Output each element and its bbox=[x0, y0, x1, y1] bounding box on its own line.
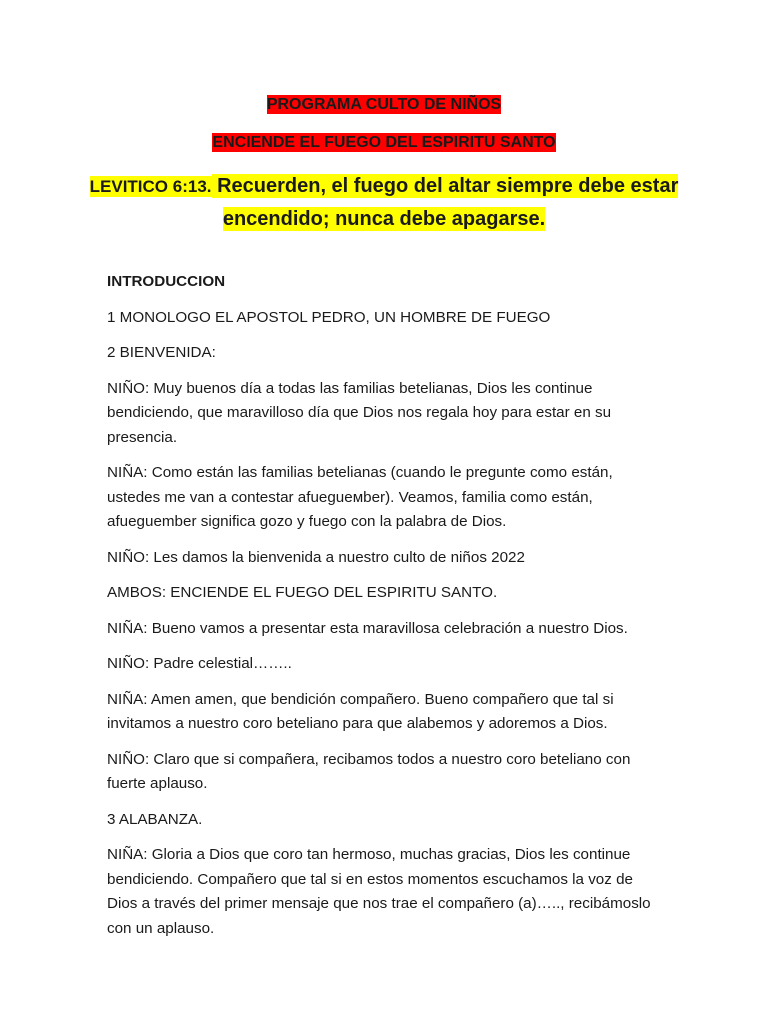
intro-heading: INTRODUCCION bbox=[107, 273, 226, 290]
line-text: : Les damos la bienvenida a nuestro culto de niños 2022 bbox=[144, 548, 525, 566]
program-item-2: 2 BIENVENIDA: bbox=[107, 344, 216, 361]
line-text: : Amen amen, que bendición compañero. Bueno compañero que tal si invitamos a nuestro coro beteliano para que alabemos y adoremos a Dios. bbox=[107, 690, 614, 732]
bible-verse bbox=[80, 170, 688, 236]
speaker: NIÑO bbox=[107, 655, 145, 672]
dialogue-line bbox=[107, 748, 667, 797]
speaker: NIÑA bbox=[107, 846, 144, 863]
line-text: : Padre celestial…….. bbox=[144, 655, 292, 672]
program-theme-text: ENCIENDE EL FUEGO DEL ESPIRITU SANTO bbox=[212, 134, 556, 151]
line-text: : Claro que si compañera, recibamos todos a nuestro coro beteliano con fuerte aplauso. bbox=[107, 750, 631, 792]
dialogue-line bbox=[107, 617, 667, 642]
program-item-3: 3 ALABANZA. bbox=[107, 810, 203, 828]
dialogue-line bbox=[107, 652, 667, 677]
speaker: NIÑA bbox=[107, 464, 144, 481]
speaker: NIÑO bbox=[107, 548, 145, 566]
dialogue-line bbox=[107, 546, 667, 571]
dialogue-line bbox=[107, 377, 667, 451]
speaker: NIÑO bbox=[107, 750, 145, 768]
line-text: : Bueno vamos a presentar esta maravillosa celebración a nuestro Dios. bbox=[143, 619, 628, 637]
dialogue-line bbox=[107, 688, 667, 737]
speaker: NIÑO bbox=[107, 379, 145, 397]
speaker: NIÑA bbox=[107, 619, 144, 637]
line-text: : Gloria a Dios que coro tan hermoso, muchas gracias, Dios les continue bendiciendo. Compañero que tal si en estos momentos escuchamos la voz de Dios a través del primer mensaje que nos trae el compañero (a)….., recibámoslo con un aplauso. bbox=[107, 846, 651, 937]
program-theme bbox=[0, 132, 768, 154]
line-text: : Muy buenos día a todas las familias betelianas, Dios les continue bendiciendo, que maravilloso día que Dios nos regala hoy para estar en su presencia. bbox=[107, 379, 612, 446]
dialogue-line: AMBOS: ENCIENDE EL FUEGO DEL ESPIRITU SANTO. bbox=[107, 584, 498, 601]
verse-reference: LEVITICO 6:13. bbox=[89, 177, 212, 196]
dialogue-line bbox=[107, 461, 667, 535]
dialogue-line bbox=[107, 843, 667, 941]
program-body bbox=[107, 270, 667, 952]
verse-text: Recuerden, el fuego del altar siempre debe estar encendido; nunca debe apagarse. bbox=[211, 175, 679, 230]
program-title-text: PROGRAMA CULTO DE NIÑOS bbox=[266, 96, 502, 113]
line-text: : Como están las familias betelianas (cuando le pregunte como están, ustedes me van a contestar afuegueмber). Veamos, familia como están, afueguember significa gozo y fuego con la palabra de Dios. bbox=[107, 464, 613, 530]
program-item-1: 1 MONOLOGO EL APOSTOL PEDRO, UN HOMBRE DE FUEGO bbox=[107, 308, 551, 326]
speaker: NIÑA bbox=[107, 690, 144, 708]
program-title bbox=[0, 94, 768, 116]
